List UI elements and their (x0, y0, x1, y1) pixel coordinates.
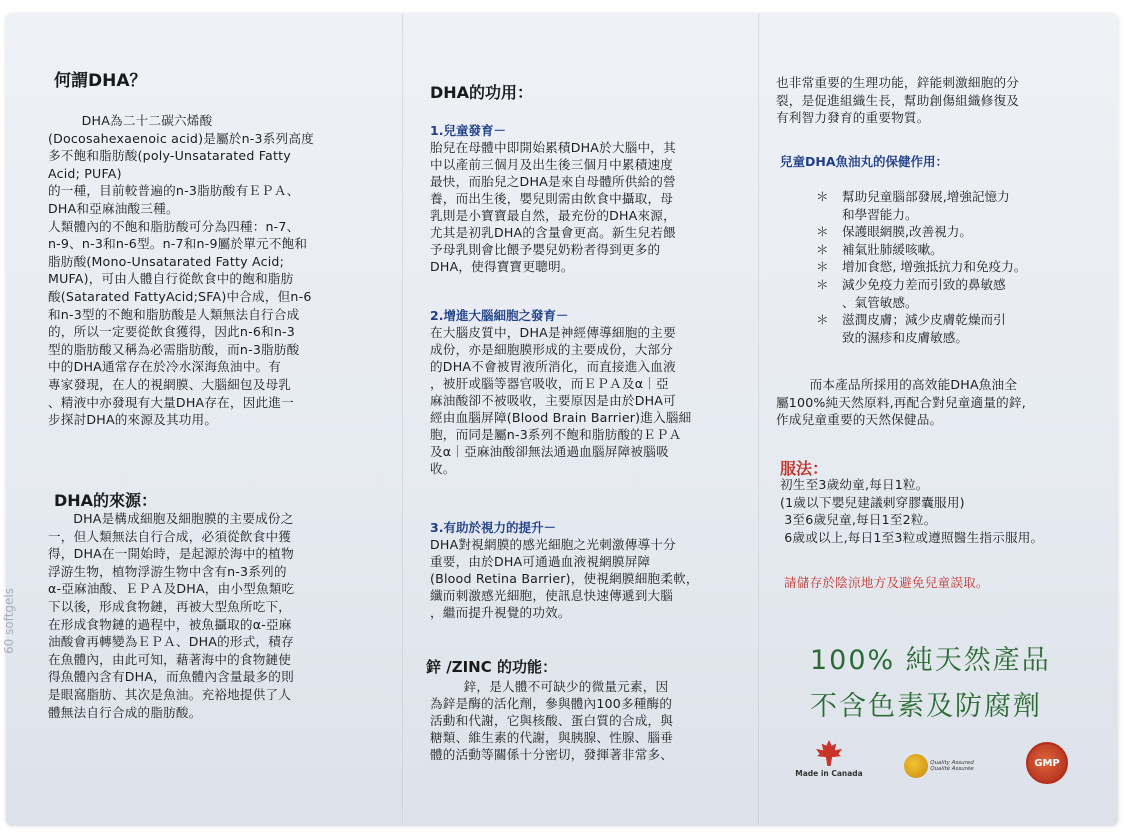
vision-paragraph: DHA對視網膜的感光細胞之光刺激傳導十分 重要，由於DHA可通過血液視網膜屏障 (Blood Retina Barrier)，使視網膜細胞柔軟， 纖而刺激感光細胞，使訊息快速傳遞到大腦 ，繼而提升視覺的功效。 (430, 537, 699, 620)
asterisk-bullet-icon: ＊ (816, 276, 829, 292)
made-in-canada-logo (794, 740, 864, 778)
column-what-is-dha (48, 14, 388, 826)
child-development-paragraph: 胎兒在母體中即開始累積DHA於大腦中，其 中以產前三個月及出生後三個月中累積速度 最快，而胎兒之DHA是來自母體所供給的營 養，而出生後，嬰兒則需由飲食中攝取，母 乳則是小寶寶最自然，最充份的DHA來源， 尤其是初乳DHA的含量會更高。新生兒若餵 予母乳則會比餵予嬰兒奶粉者得到更多的 DHA，使得寶寶更聰明。 (430, 140, 676, 274)
care-effect-text: 增加食慾, 增強抵抗力和免疫力。 (842, 259, 1027, 275)
quality-assured-label: Quality Assured Qualité Assurée (930, 760, 974, 772)
quality-assured-logo (904, 754, 994, 778)
slogan-no-additives: 不含色素及防腐劑 (810, 691, 1042, 722)
leaflet-sheet (2, 14, 1118, 826)
brain-cells-paragraph: 在大腦皮質中，DHA是神經傳導細胞的主要 成份，亦是細胞膜形成的主要成份，大部分 的DHA不會被胃液所消化，而直接進入血液 ，被肝或腦等器官吸收，而ＥＰＡ及α｜亞 麻油酸卻不被吸收，主要原因是由於DHA可 經由血腦屏障(Blood Brain Barrier)進入腦細 胞，而同是屬n-3系列不飽和脂肪酸的ＥＰＡ 及α｜亞麻油酸卻無法通過血腦屏障被腦吸 收。 (430, 325, 692, 476)
care-effect-item (816, 241, 1106, 259)
dosage-instructions: 初生至3歲幼童,每日1粒。 (1歲以下嬰兒建議剌穿膠囊服用) 3至6歲兒童,每日1至2粒。 6歲或以上,每日1至3粒或遵照醫生指示服用。 (780, 477, 1044, 545)
column-benefits-dosage (776, 14, 1106, 826)
gmp-seal-icon: GMP (1026, 742, 1068, 784)
section-title-dha-source: DHA的來源： (54, 491, 158, 510)
subsection-vision: 3.有助於視力的提升－ (430, 520, 556, 535)
fold-line (758, 14, 760, 826)
section-title-dha-functions: DHA的功用： (430, 83, 534, 102)
dosage-title: 服法： (780, 459, 829, 478)
care-effect-item (816, 276, 1106, 311)
subsection-child-development: 1.兒童發育－ (430, 123, 506, 138)
asterisk-bullet-icon: ＊ (816, 189, 829, 204)
product-description-paragraph: 而本產品所採用的高效能DHA魚油全 屬100%純天然原料,再配合對兒童適量的鋅, 作成兒童重要的天然保健品。 (776, 377, 1026, 428)
care-effects-title: 兒童DHA魚油丸的保健作用： (780, 154, 949, 169)
column-dha-functions (418, 14, 738, 826)
care-effects-list (816, 188, 1106, 346)
care-effect-text: 滋潤皮膚；減少皮膚乾燥而引 致的濕疹和皮膚敏感。 (842, 312, 1006, 345)
zinc-continued-paragraph: 也非常重要的生理功能，鋅能刺激細胞的分 裂，是促進組織生長，幫助創傷組織修復及 有利智力發育的重要物質。 (776, 75, 1020, 126)
care-effect-item (816, 188, 1106, 223)
gmp-logo (1026, 742, 1068, 784)
care-effect-text: 補氣壯肺緩咳嗽。 (842, 241, 943, 257)
care-effect-item (816, 258, 1106, 276)
asterisk-bullet-icon: ＊ (816, 259, 829, 275)
zinc-paragraph: 鋅，是人體不可缺少的微量元素，因 為鋅是酶的活化劑，參與體內100多種酶的 活動和代謝，它與核酸、蛋白質的合成，與 糖類、維生素的代謝，與胰腺、性腺、腦垂 體的活動等關係十分密切，發揮著非常多、 (430, 679, 674, 762)
care-effect-text: 減少免疫力差而引致的鼻敏感 、氣管敏感。 (842, 276, 1006, 310)
care-effect-item (816, 223, 1106, 241)
slogan-natural-product: 100% 純天然產品 (810, 645, 1051, 676)
storage-warning: 請儲存於陰涼地方及避免兒童誤取。 (784, 575, 989, 590)
asterisk-bullet-icon: ＊ (816, 224, 829, 240)
asterisk-bullet-icon: ＊ (816, 312, 829, 328)
made-in-canada-label: Made in Canada (795, 769, 863, 778)
section-title-zinc: 鋅 /ZINC 的功能： (426, 658, 557, 676)
care-effect-text: 幫助兒童腦部發展,增強記憶力 和學習能力。 (842, 189, 1010, 222)
care-effect-text: 保護眼網膜,改善視力。 (842, 224, 972, 240)
dha-source-paragraph: DHA是構成細胞及細胞膜的主要成份之 一，但人類無法自行合成，必須從飲食中獲 得，DHA在一開始時，是起源於海中的植物 浮游生物，植物浮游生物中含有n-3系列的 α-亞麻油酸、ＥＰＡ及DHA，由小型魚類吃 下以後，形成食物鏈，再被大型魚所吃下， 在形成食物鏈的過程中，被魚攝取的α-亞麻 油酸會再轉變為ＥＰＡ、DHA的形式，積存 在魚體內，由此可知，藉著海中的食物鏈使 得魚體內含有DHA，而魚體內含量最多的則 是眼窩脂肪、其次是魚油。充裕地提供了人 體無法自行合成的脂肪酸。 (48, 511, 295, 720)
fold-line (402, 14, 404, 826)
section-title-what-is-dha: 何謂DHA？ (54, 71, 147, 91)
subsection-brain-cells: 2.增進大腦細胞之發育－ (430, 308, 569, 323)
edge-watermark-text: 60 softgels (2, 588, 16, 654)
quality-badge-icon (904, 754, 928, 778)
asterisk-bullet-icon: ＊ (816, 241, 829, 257)
care-effect-item (816, 311, 1106, 346)
maple-leaf-icon (816, 740, 842, 766)
what-is-dha-paragraph: DHA為二十二碳六烯酸 (Docosahexaenoic acid)是屬於n-3系列高度 多不飽和脂肪酸(poly-Unsatarated Fatty Acid; PUFA) 的一種，目前較普遍的n-3脂肪酸有ＥＰＡ、 DHA和亞麻油酸三種。 人類體內的不飽和脂肪酸可分為四種：n-7、 n-9、n-3和n-6型。n-7和n-9屬於單元不飽和 脂肪酸(Mono-Unsatarated Fatty Acid; MUFA)，可由人體自行從飲食中的飽和脂肪 酸(Satarated FattyAcid;SFA)中合成，但n-6 和n-3型的不飽和脂肪酸是人類無法自行合成 的，所以一定要從飲食獲得，因此n-6和n-3 型的脂肪酸又稱為必需脂肪酸，而n-3脂肪酸 中的DHA通常存在於冷水深海魚油中。有 專家發現，在人的視網膜、大腦細包及母乳 、精液中亦發現有大量DHA存在，因此進一 步探討DHA的來源及其功用。 (48, 113, 314, 428)
